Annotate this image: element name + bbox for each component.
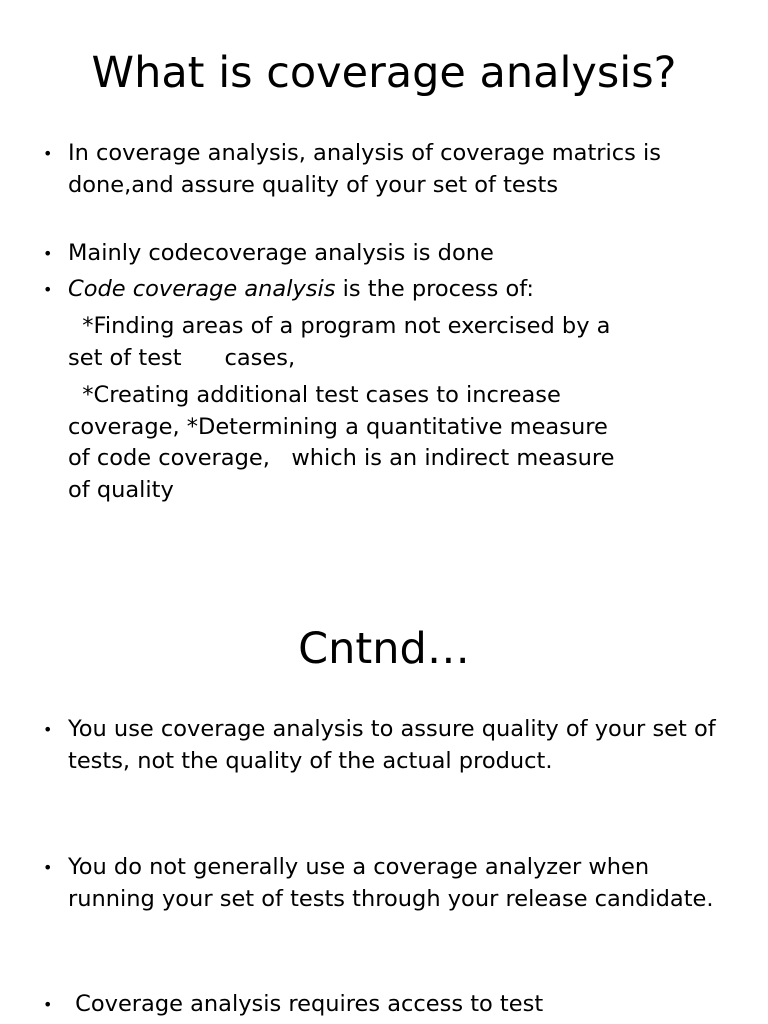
slide-title: Cntnd… — [298, 624, 470, 674]
bullet-item — [43, 852, 728, 915]
slide-cntnd — [0, 600, 768, 1024]
bullet-text: You do not generally use a coverage analyzer when running your set of tests through your release candidate. — [68, 854, 714, 912]
bullet-item — [43, 274, 728, 306]
sub-paragraph-line: set of test cases, — [68, 344, 296, 371]
bullet-item — [43, 989, 728, 1021]
bullet-text: In coverage analysis, analysis of coverage matrics is done,and assure quality of your set of tests — [68, 140, 662, 198]
bullet-item — [43, 714, 728, 777]
slide-title: What is coverage analysis? — [91, 48, 677, 98]
sub-paragraph-line: coverage, *Determining a quantitative measure — [68, 413, 608, 440]
sub-paragraph-line: of code coverage, which is an indirect measure — [68, 445, 615, 471]
bullet-icon: • — [43, 995, 53, 1014]
sub-paragraph — [68, 380, 728, 506]
bullet-text: Coverage analysis requires access to test — [68, 991, 544, 1017]
bullet-icon: • — [43, 858, 53, 877]
bullet-item — [43, 138, 728, 201]
bullet-icon: • — [43, 144, 53, 163]
bullet-text: You use coverage analysis to assure quality of your set of tests, not the quality of the actual product. — [68, 716, 716, 774]
bullet-icon: • — [43, 280, 53, 299]
sub-paragraph-line: of quality — [68, 476, 174, 503]
sub-paragraph-line: *Creating additional test cases to increase — [68, 382, 561, 408]
sub-paragraph-line: *Finding areas of a program not exercised by a — [68, 313, 611, 339]
bullet-icon: • — [43, 244, 53, 263]
bullet-icon: • — [43, 720, 53, 739]
bullet-text: Mainly codecoverage analysis is done — [68, 240, 494, 266]
bullet-text: is the process of: — [335, 276, 534, 302]
bullet-item — [43, 238, 728, 270]
sub-paragraph — [68, 311, 728, 374]
emphasized-term: Code coverage analysis — [68, 276, 336, 302]
